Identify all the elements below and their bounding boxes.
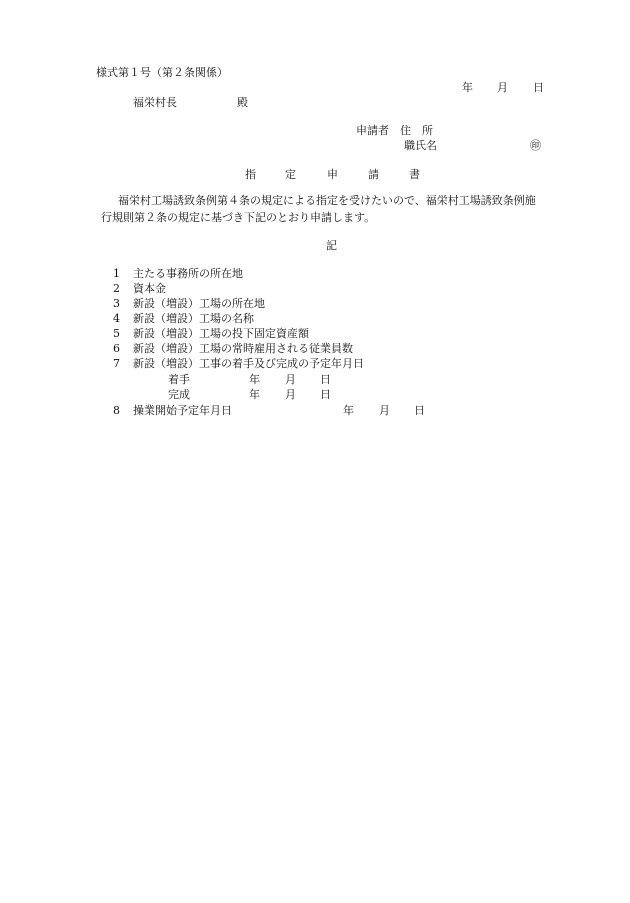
list-item-number: 5: [113, 327, 120, 340]
applicant-name-label: 職氏名: [404, 139, 437, 152]
operation-start-day: 日: [414, 404, 425, 417]
list-item: 資本金: [133, 282, 166, 295]
date-day: 日: [533, 81, 544, 94]
list-item: 新設（増設）工事の着手及び完成の予定年月日: [133, 357, 364, 370]
schedule-complete-year: 年: [249, 388, 260, 401]
operation-start-month: 月: [379, 404, 390, 417]
date-month: 月: [497, 81, 508, 94]
list-item-number: 7: [113, 357, 120, 370]
list-item: 主たる事務所の所在地: [133, 267, 243, 280]
title-char-4: 請: [368, 168, 379, 181]
schedule-start-month: 月: [285, 373, 296, 386]
schedule-complete-day: 日: [320, 388, 331, 401]
date-year: 年: [462, 81, 473, 94]
list-item: 操業開始予定年月日: [133, 404, 232, 417]
form-label: 様式第１号（第２条関係）: [96, 66, 228, 79]
applicant-address-label: 住 所: [400, 124, 433, 137]
list-item: 新設（増設）工場の所在地: [133, 297, 265, 310]
operation-start-year: 年: [343, 404, 354, 417]
schedule-complete-month: 月: [285, 388, 296, 401]
applicant-label: 申請者: [356, 124, 389, 137]
title-char-1: 指: [245, 168, 256, 181]
list-item-number: 4: [113, 312, 120, 325]
title-char-5: 書: [409, 168, 420, 181]
list-item: 新設（増設）工場の常時雇用される従業員数: [133, 342, 353, 355]
seal-mark: ㊞: [530, 139, 541, 152]
title-char-2: 定: [285, 168, 296, 181]
addressee-honorific: 殿: [237, 96, 248, 109]
body-line-1: 福栄村工場誘致条例第４条の規定による指定を受けたいので、福栄村工場誘致条例施: [118, 194, 536, 207]
list-item-number: 8: [113, 404, 120, 417]
schedule-start-label: 着手: [168, 373, 190, 386]
body-line-2: 行規則第２条の規定に基づき下記のとおり申請します。: [101, 211, 376, 224]
schedule-complete-label: 完成: [168, 388, 190, 401]
list-item-number: 6: [113, 342, 120, 355]
ki-heading: 記: [326, 239, 337, 252]
list-item-number: 2: [113, 282, 120, 295]
list-item: 新設（増設）工場の投下固定資産額: [133, 327, 309, 340]
schedule-start-year: 年: [249, 373, 260, 386]
list-item-number: 3: [113, 297, 120, 310]
list-item-number: 1: [113, 267, 120, 280]
schedule-start-day: 日: [320, 373, 331, 386]
list-item: 新設（増設）工場の名称: [133, 312, 254, 325]
title-char-3: 申: [327, 168, 338, 181]
addressee-name: 福栄村長: [133, 96, 177, 109]
